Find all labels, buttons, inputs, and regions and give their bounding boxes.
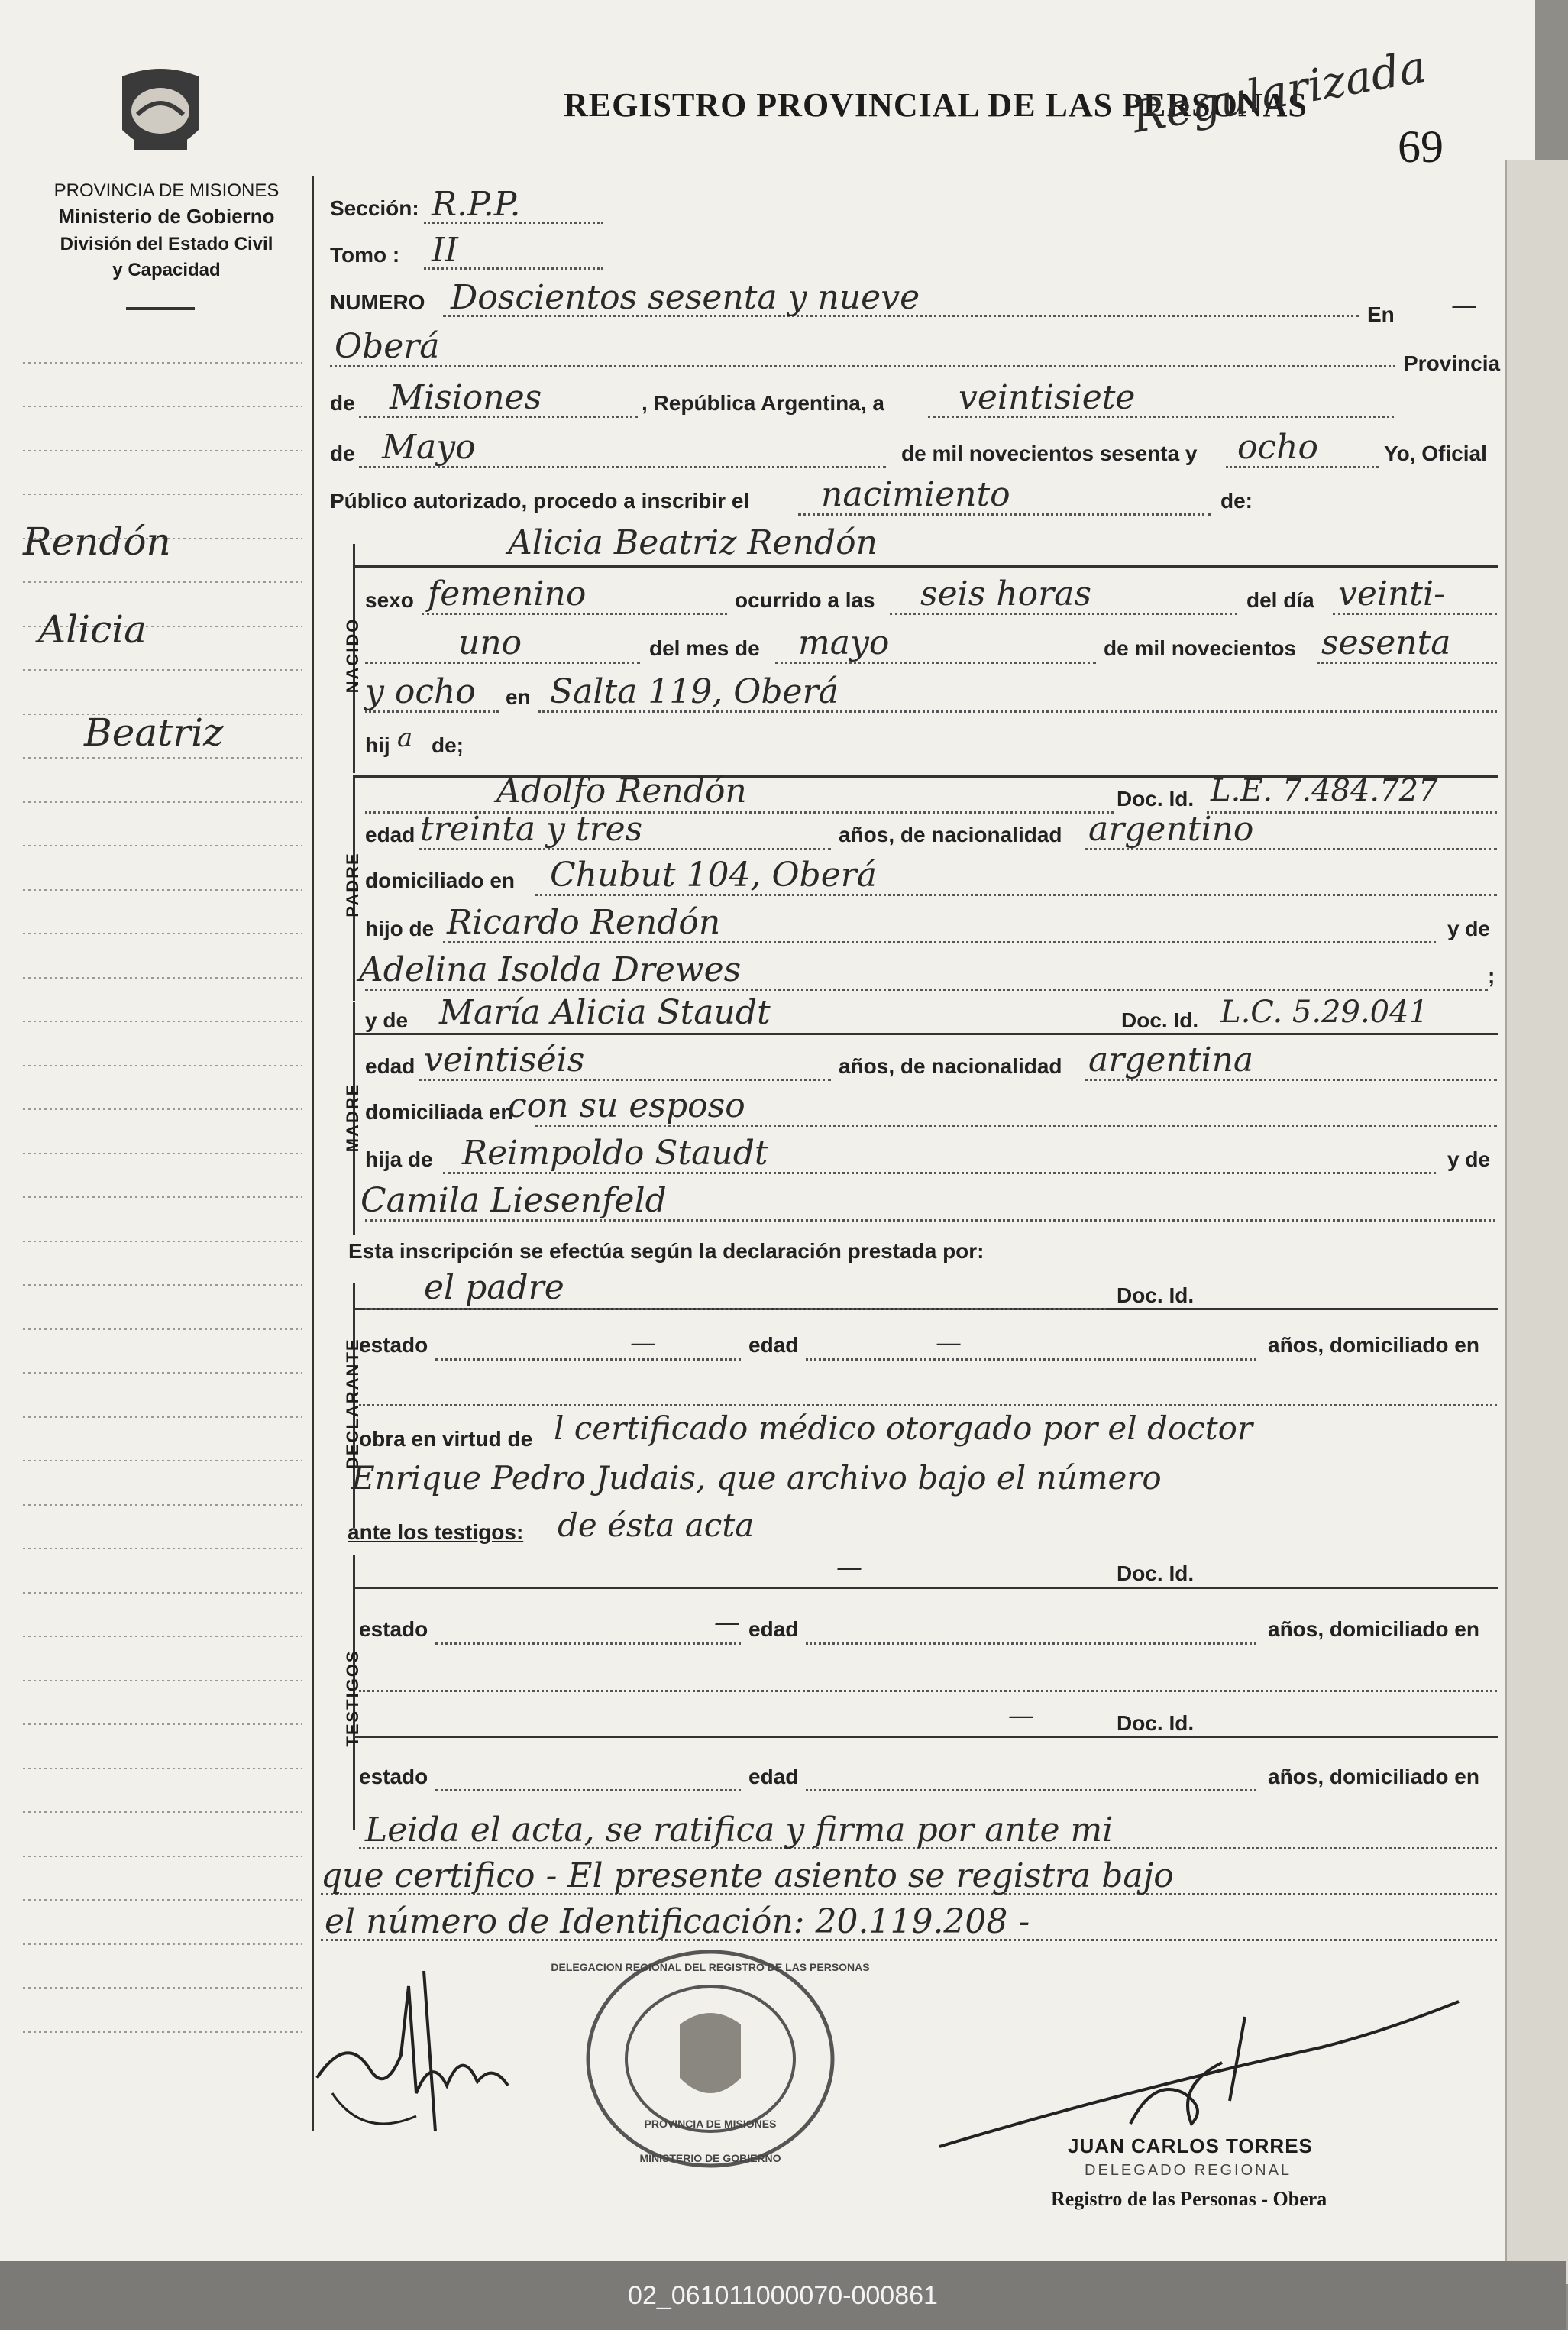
obra-value-c: de ésta acta [558,1506,755,1544]
binding-edge [1505,160,1568,2284]
testigo2-dash: — [1008,1701,1034,1731]
testigo2-estado-label: estado [359,1765,428,1788]
dia-registro-value: veintisiete [959,378,1136,417]
de-mil-nov-label: de mil novecientos [1104,636,1297,660]
sexo-label: sexo [365,588,414,612]
madre-doc-label: Doc. Id. [1121,1008,1199,1032]
seal-bottom-text: MINISTERIO DE GOBIERNO [639,2152,781,2164]
padre-madre-value: Adelina Isolda Drewes [359,950,742,989]
testigo2-top-rule [353,1736,1498,1738]
obra-value-a: l certificado médico otorgado por el doctor [554,1409,1253,1447]
padre-nac-value: argentino [1088,810,1254,849]
declarante-estado-value: — [630,1328,656,1358]
en-lugar-label: en [506,685,531,709]
padre-nac-label: años, de nacionalidad [839,823,1062,846]
declarante-estado-label: estado [359,1333,428,1357]
sexo-value: femenino [428,574,587,613]
padre-edad-value: treinta y tres [420,810,643,849]
margin-first-name: Alicia [38,607,147,652]
seccion-label: Sección: [330,196,419,220]
registrar-office: Registro de las Personas - Obera [1051,2188,1327,2210]
de-label: de [330,391,355,415]
testigo1-edad-label: edad [748,1617,799,1641]
testigo2-domic-label: años, domiciliado en [1268,1765,1479,1788]
del-mes-label: del mes de [649,636,760,660]
madre-yde-label: y de [365,1008,409,1032]
ocurrido-label: ocurrido a las [735,588,875,612]
margin-surname: Rendón [23,519,171,564]
en-value: — [1451,290,1477,321]
declarante-value: el padre [424,1268,564,1307]
padre-dom-label: domiciliado en [365,869,516,892]
testigo1-domic-label: años, domiciliado en [1268,1617,1479,1641]
dia-nac-a-value: veinti- [1338,574,1445,613]
padre-padre-value: Ricardo Rendón [447,903,721,942]
image-id-footer: 02_061011000070-000861 [0,2261,1566,2330]
padre-hijo-label: hijo de [365,917,435,940]
de-colon-label: de: [1220,489,1253,513]
obra-label: obra en virtud de [359,1427,533,1451]
seccion-value: R.P.P. [432,185,521,224]
registrar-signature [924,1971,1474,2154]
padre-doc-value: L.E. 7.484.727 [1211,773,1438,808]
de-mil-label: de mil novecientos sesenta y [901,442,1198,465]
padre-doc-label: Doc. Id. [1117,787,1195,811]
side-label-nacido: NACIDO [343,617,362,694]
page-title: REGISTRO PROVINCIAL DE LAS PERSONAS [564,86,1308,124]
coat-of-arms-icon [107,61,214,168]
numero-label: NUMERO [330,290,425,314]
registrar-name: JUAN CARLOS TORRES [1068,2134,1313,2157]
obra-value-b: Enrique Pedro Judais, que archivo bajo el número [351,1459,1162,1497]
division-line2: y Capacidad [112,260,221,280]
madre-edad-value: veintiséis [424,1040,585,1079]
side-label-madre: MADRE [343,1082,362,1153]
padre-dom-value: Chubut 104, Oberá [550,856,878,895]
seal-outer-text: DELEGACION REGIONAL DEL REGISTRO DE LAS PERSONAS [551,1961,870,1973]
hij-label: hij [365,733,390,757]
province-name: PROVINCIA DE MISIONES [53,180,280,201]
tomo-label: Tomo : [330,243,400,267]
madre-nac-value: argentina [1088,1040,1254,1079]
ministry-name: Ministerio de Gobierno [58,205,275,228]
header-rule [126,307,195,310]
testigo1-estado-dash: — [714,1607,740,1638]
madre-yde-label-2: y de [1447,1147,1491,1171]
del-dia-label: del día [1246,588,1314,612]
page-number: 69 [1398,121,1444,172]
numero-value: Doscientos sesenta y nueve [451,278,920,317]
ante-testigos-label: ante los testigos: [348,1520,524,1544]
testigo1-estado-label: estado [359,1617,428,1641]
anio-nac-b-value: y ocho [365,672,476,711]
madre-hija-label: hija de [365,1147,433,1171]
nacido-top-rule [353,565,1498,568]
semicolon-label: ; [1488,964,1495,988]
declarante-edad-value: — [936,1328,962,1358]
declarante-domic-label: años, domiciliado en [1268,1333,1479,1357]
mes-nac-value: mayo [798,623,890,662]
dia-nac-b-value: uno [458,623,522,662]
madre-madre-value: Camila Liesenfeld [360,1181,667,1220]
declarante-edad-label: edad [748,1333,799,1357]
publico-label: Público autorizado, procedo a inscribir el [330,489,750,513]
nombre-value: Alicia Beatriz Rendón [508,523,878,562]
madre-nac-label: años, de nacionalidad [839,1054,1062,1078]
cierre-line2: que certifico - El presente asiento se registra bajo [321,1856,1174,1895]
madre-dom-value: con su esposo [508,1086,745,1125]
hora-value: seis horas [920,574,1091,613]
margin-second-name: Beatriz [84,710,224,755]
yo-oficial-label: Yo, Oficial [1384,442,1487,465]
seal-inner-text: PROVINCIA DE MISIONES [644,2118,777,2130]
madre-dom-label: domiciliada en [365,1100,514,1124]
testigo1-dash: — [836,1552,862,1583]
registrar-title: DELEGADO REGIONAL [1085,2162,1292,2179]
cierre-line3: el número de Identificación: 20.119.208 - [325,1902,1030,1941]
madre-edad-label: edad [365,1054,415,1078]
madre-top-rule [353,1033,1498,1035]
testigo2-doc-label: Doc. Id. [1117,1711,1195,1735]
padre-edad-label: edad [365,823,415,846]
testigo2-edad-label: edad [748,1765,799,1788]
regularized-annotation: Regularizada [1128,40,1430,144]
ciudad-value: Oberá [335,327,440,366]
padre-yde-label: y de [1447,917,1491,940]
side-label-declarante: DECLARANTE [343,1338,362,1469]
de-semicolon-label: de; [432,733,464,757]
mes-registro-value: Mayo [382,428,476,467]
padre-nombre-value: Adolfo Rendón [496,772,747,811]
provincia-label: Provincia [1404,351,1501,375]
testigos-top-rule [353,1587,1498,1589]
republica-label: , República Argentina, a [642,391,884,415]
inscripcion-label: Esta inscripción se efectúa según la declaración prestada por: [348,1239,984,1263]
acto-value: nacimiento [821,475,1010,514]
margin-ruled-lines [0,0,321,2261]
anio-nac-a-value: sesenta [1321,623,1451,662]
division-line1: División del Estado Civil [60,234,273,254]
provincia-value: Misiones [390,378,542,417]
margin-divider [312,176,314,2131]
side-label-padre: PADRE [343,852,362,917]
declarante-doc-label: Doc. Id. [1117,1283,1195,1307]
tomo-value: II [432,231,458,270]
lugar-value: Salta 119, Oberá [550,672,839,711]
anio-value: ocho [1237,428,1318,467]
declarant-signature [302,1940,546,2170]
hij-suffix-value: a [397,723,413,753]
side-label-testigos: TESTIGOS [343,1649,362,1747]
testigo1-doc-label: Doc. Id. [1117,1561,1195,1585]
madre-doc-value: L.C. 5.29.041 [1220,995,1429,1030]
madre-padre-value: Reimpoldo Staudt [462,1134,768,1173]
en-label: En [1367,303,1395,326]
madre-nombre-value: María Alicia Staudt [439,993,771,1032]
cierre-line1: Leida el acta, se ratifica y firma por ante mi [365,1811,1114,1849]
de-label-2: de [330,442,355,465]
official-seal [551,1940,870,2177]
